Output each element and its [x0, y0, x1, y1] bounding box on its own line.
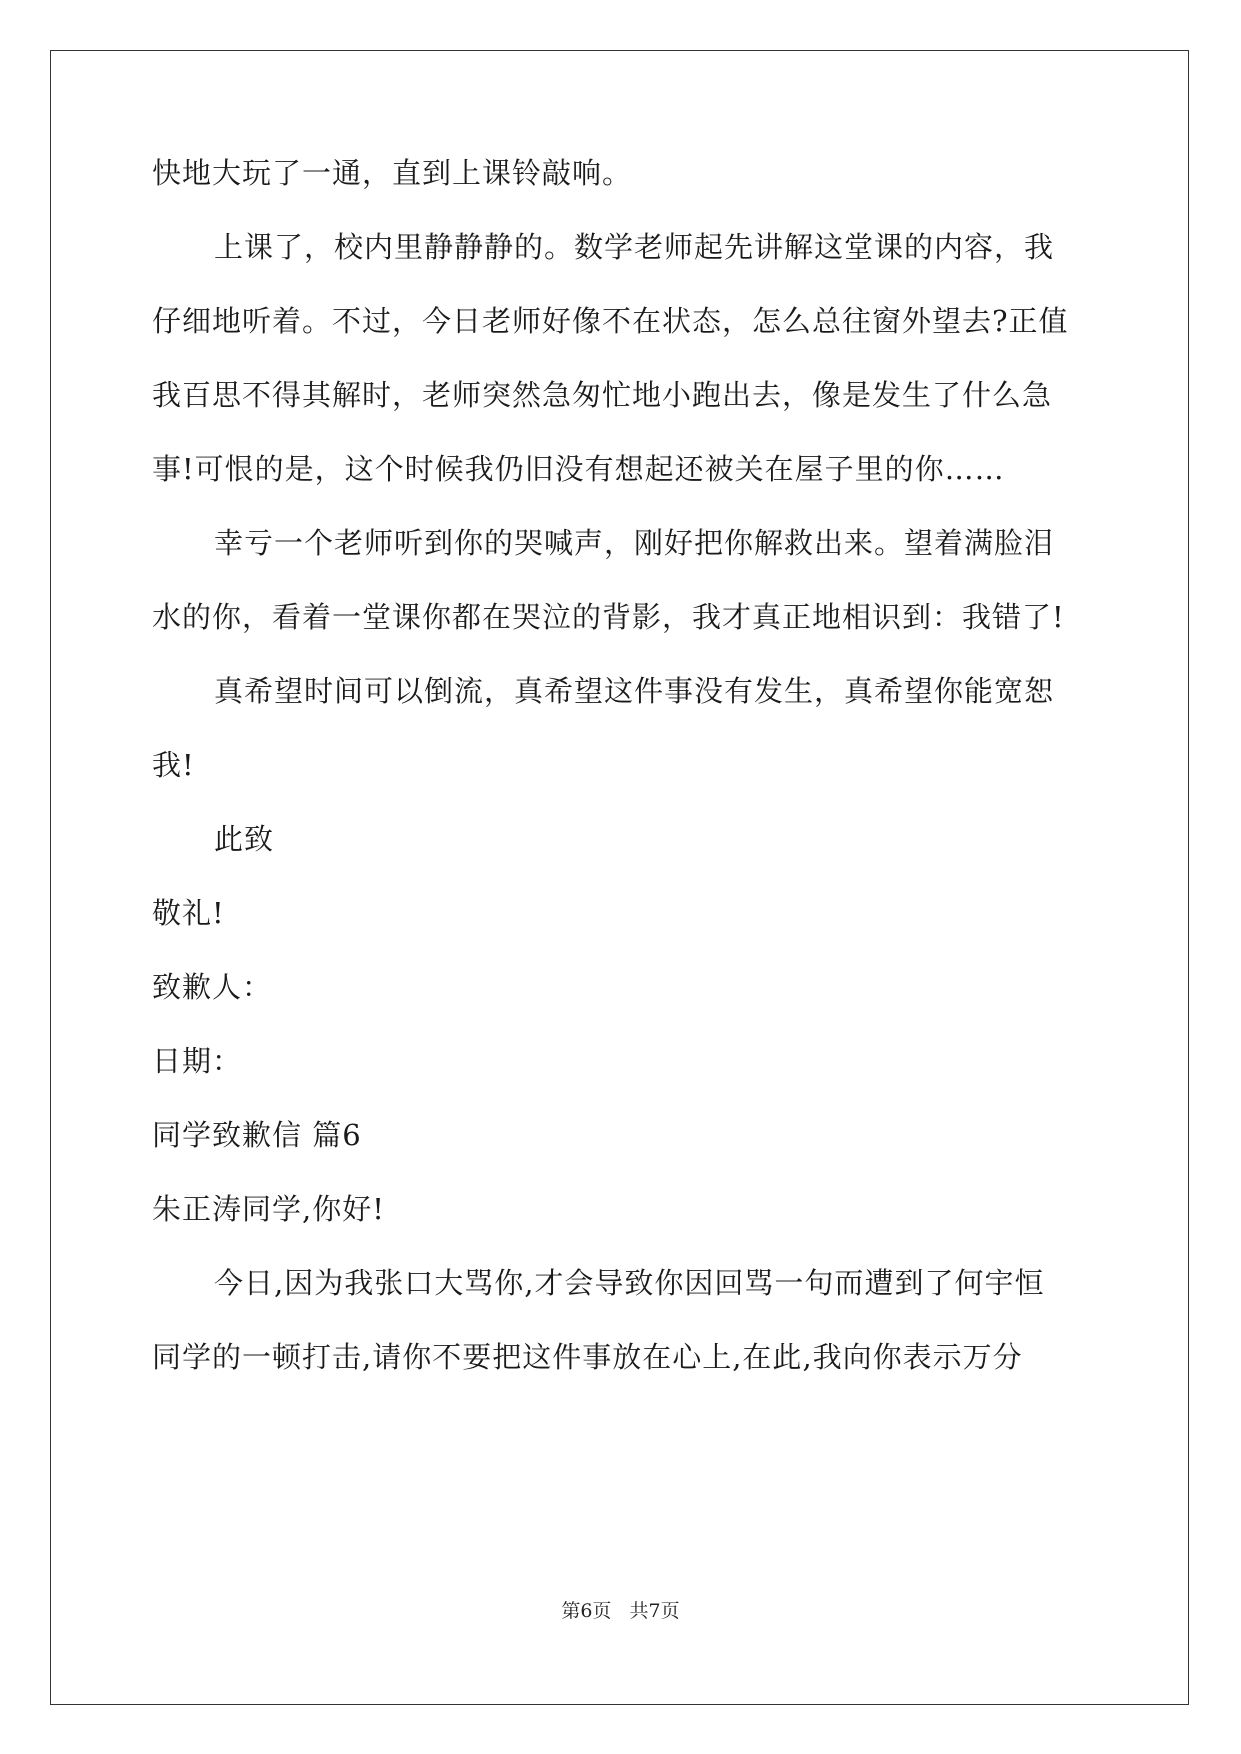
text-line: 真希望时间可以倒流，真希望这件事没有发生，真希望你能宽恕	[214, 674, 1055, 708]
text-line: 快地大玩了一通，直到上课铃敲响。	[152, 156, 633, 190]
closing-line: 此致	[214, 822, 275, 856]
text-line: 我百思不得其解时，老师突然急匆忙地小跑出去，像是发生了什么急	[152, 378, 1053, 412]
text-line: 仔细地听着。不过，今日老师好像不在状态，怎么总往窗外望去?正值	[152, 304, 1069, 338]
text-line: 事!可恨的是，这个时候我仍旧没有想起还被关在屋子里的你……	[152, 452, 1005, 486]
text-line: 我!	[152, 748, 195, 782]
date-line: 日期：	[152, 1044, 243, 1078]
signature-line: 致歉人：	[152, 970, 273, 1004]
text-line: 同学的一顿打击,请你不要把这件事放在心上,在此,我向你表示万分	[152, 1340, 1023, 1374]
page-border	[50, 50, 1189, 1705]
greeting-line: 朱正涛同学,你好!	[152, 1192, 385, 1226]
page-number: 第6页 共7页	[561, 1600, 680, 1622]
text-line: 上课了，校内里静静静的。数学老师起先讲解这堂课的内容，我	[214, 230, 1055, 264]
text-line: 水的你，看着一堂课你都在哭泣的背影，我才真正地相识到：我错了!	[152, 600, 1065, 634]
section-heading: 同学致歉信 篇6	[152, 1118, 362, 1152]
text-line: 幸亏一个老师听到你的哭喊声，刚好把你解救出来。望着满脸泪	[214, 526, 1055, 560]
salutation-line: 敬礼!	[152, 896, 225, 930]
text-line: 今日,因为我张口大骂你,才会导致你因回骂一句而遭到了何宇恒	[214, 1266, 1045, 1300]
